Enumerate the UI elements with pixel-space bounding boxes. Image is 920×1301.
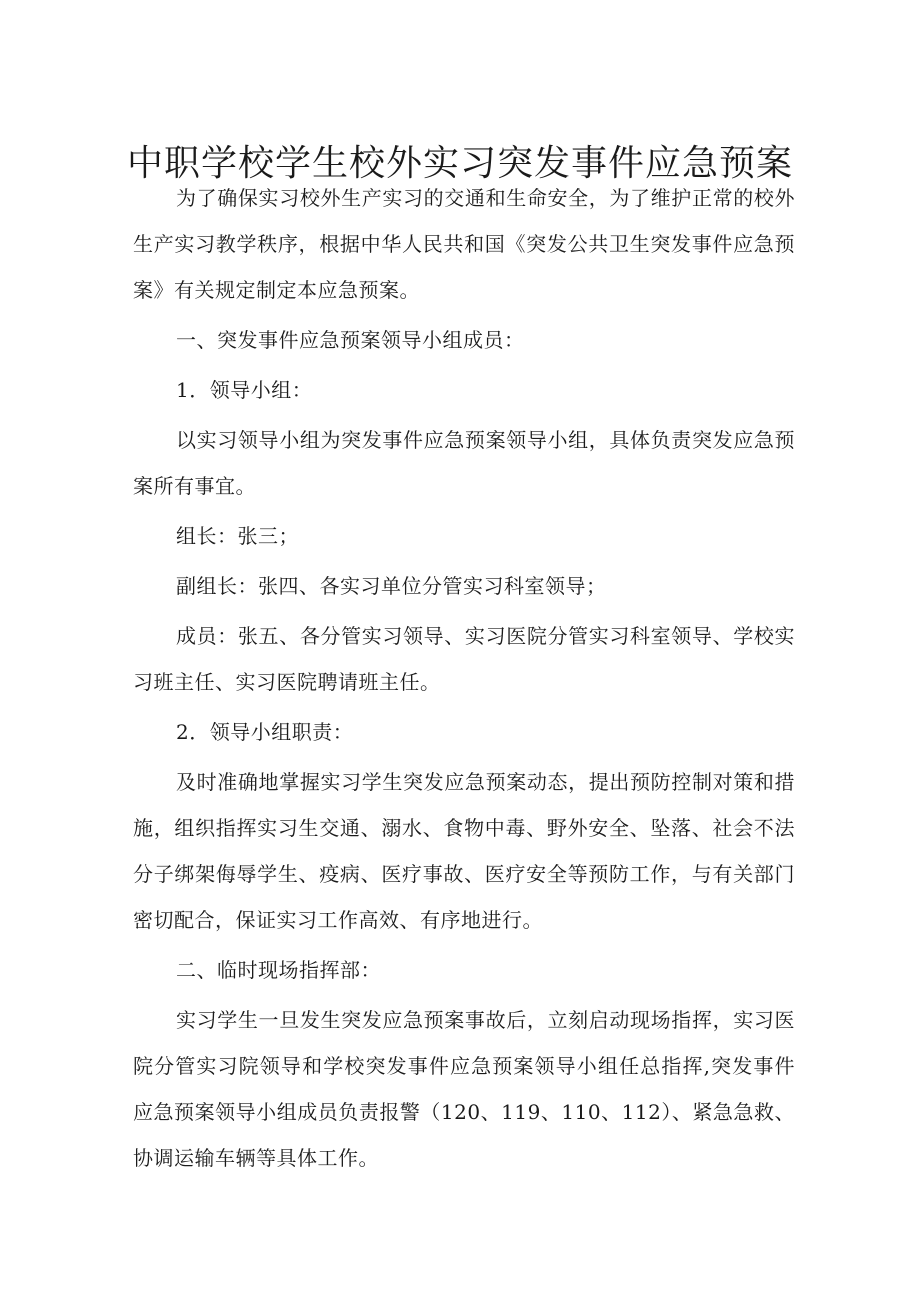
- section-heading-command: 二、临时现场指挥部：: [176, 958, 381, 982]
- paragraph-members: 成员：张五、各分管实习领导、实习医院分管实习科室领导、学校实习班主任、实习医院聘请班主任。: [133, 624, 795, 694]
- subheading-duties: 2．领导小组职责：: [176, 720, 354, 744]
- paragraph-duties: 及时准确地掌握实习学生突发应急预案动态，提出预防控制对策和措施，组织指挥实习生交通、溺水、食物中毒、野外安全、坠落、社会不法分子绑架侮辱学生、疫病、医疗事故、医疗安全等预防工作，与有关部门密切配合，保证实习工作高效、有序地进行。: [133, 770, 795, 932]
- paragraph-leader: 组长：张三；: [176, 524, 299, 548]
- page-title: 中职学校学生校外实习突发事件应急预案: [126, 143, 793, 185]
- paragraph-command: 实习学生一旦发生突发应急预案事故后，立刻启动现场指挥，实习医院分管实习院领导和学校突发事件应急预案领导小组任总指挥,突发事件应急预案领导小组成员负责报警（120、119、110、112）、紧急急救、协调运输车辆等具体工作。: [133, 1008, 795, 1170]
- paragraph-deputy-leader: 副组长：张四、各实习单位分管实习科室领导；: [176, 574, 607, 598]
- subheading-leadership-group: 1．领导小组：: [176, 378, 313, 402]
- section-heading-leadership: 一、突发事件应急预案领导小组成员：: [176, 328, 525, 352]
- document-body: [133, 175, 795, 1181]
- paragraph-intro: 为了确保实习校外生产实习的交通和生命安全，为了维护正常的校外生产实习教学秩序，根据中华人民共和国《突发公共卫生突发事件应急预案》有关规定制定本应急预案。: [133, 186, 795, 302]
- paragraph-leadership-group: 以实习领导小组为突发事件应急预案领导小组，具体负责突发应急预案所有事宜。: [133, 428, 795, 498]
